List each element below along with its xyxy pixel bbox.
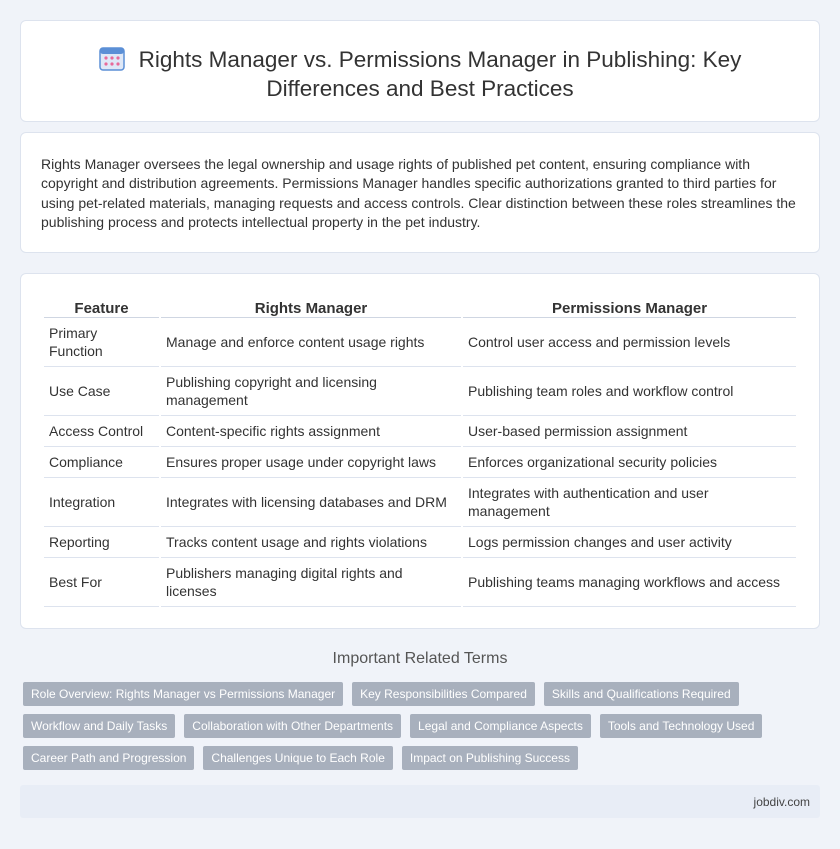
comparison-card (20, 273, 820, 629)
header-feature: Feature (44, 296, 159, 318)
table-cell: Logs permission changes and user activity (463, 527, 796, 558)
table-cell: Manage and enforce content usage rights (161, 318, 461, 367)
table-cell: Publishing copyright and licensing management (161, 367, 461, 416)
page-title: Rights Manager vs. Permissions Manager in Publishing: Key Differences and Best Practices (138, 47, 742, 101)
table-cell: Enforces organizational security policies (463, 447, 796, 478)
table-row (44, 447, 796, 478)
footer (20, 785, 820, 818)
table-cell: Access Control (44, 416, 159, 447)
table-cell: Reporting (44, 527, 159, 558)
term-tag[interactable]: Workflow and Daily Tasks (23, 714, 175, 738)
term-tag[interactable]: Skills and Qualifications Required (544, 682, 739, 706)
header-card (20, 20, 820, 122)
table-row (44, 367, 796, 416)
intro-text: Rights Manager oversees the legal ownership and usage rights of published pet content, ensuring compliance with copyright and distribution agreements. Permissions Manager handles specific authorizations granted to third parties for using pet-related materials, managing requests and access controls. Clear distinction between these roles streamlines the publishing process and protects intellectual property in the pet industry. (41, 156, 796, 230)
table-cell: Primary Function (44, 318, 159, 367)
table-cell: Publishers managing digital rights and licenses (161, 558, 461, 607)
table-row (44, 478, 796, 527)
table-cell: Control user access and permission levels (463, 318, 796, 367)
table-row (44, 527, 796, 558)
tag-row (23, 682, 813, 706)
table-row (44, 318, 796, 367)
term-tag[interactable]: Career Path and Progression (23, 746, 194, 770)
table-cell: Integrates with authentication and user management (463, 478, 796, 527)
term-tag[interactable]: Collaboration with Other Departments (184, 714, 401, 738)
table-row (44, 416, 796, 447)
table-header-row (44, 296, 796, 318)
term-tag[interactable]: Key Responsibilities Compared (352, 682, 535, 706)
comparison-table (42, 296, 798, 607)
footer-site-link[interactable]: jobdiv.com (753, 795, 810, 809)
related-terms (23, 682, 813, 778)
calendar-grid-icon (99, 45, 125, 71)
table-cell: Integration (44, 478, 159, 527)
tag-row (23, 714, 813, 738)
page-title-wrap (81, 45, 759, 103)
term-tag[interactable]: Role Overview: Rights Manager vs Permissions Manager (23, 682, 343, 706)
intro-card (20, 132, 820, 253)
table-cell: Tracks content usage and rights violations (161, 527, 461, 558)
table-cell: Best For (44, 558, 159, 607)
table-row (44, 558, 796, 607)
related-terms-title: Important Related Terms (332, 650, 508, 667)
table-cell: Publishing team roles and workflow control (463, 367, 796, 416)
tag-row (23, 746, 813, 770)
term-tag[interactable]: Tools and Technology Used (600, 714, 763, 738)
table-cell: User-based permission assignment (463, 416, 796, 447)
term-tag[interactable]: Impact on Publishing Success (402, 746, 578, 770)
table-cell: Compliance (44, 447, 159, 478)
table-cell: Integrates with licensing databases and DRM (161, 478, 461, 527)
term-tag[interactable]: Legal and Compliance Aspects (410, 714, 591, 738)
header-rights-manager: Rights Manager (161, 296, 461, 318)
table-cell: Content-specific rights assignment (161, 416, 461, 447)
table-cell: Use Case (44, 367, 159, 416)
table-cell: Publishing teams managing workflows and access (463, 558, 796, 607)
term-tag[interactable]: Challenges Unique to Each Role (203, 746, 392, 770)
header-permissions-manager: Permissions Manager (463, 296, 796, 318)
table-cell: Ensures proper usage under copyright laws (161, 447, 461, 478)
